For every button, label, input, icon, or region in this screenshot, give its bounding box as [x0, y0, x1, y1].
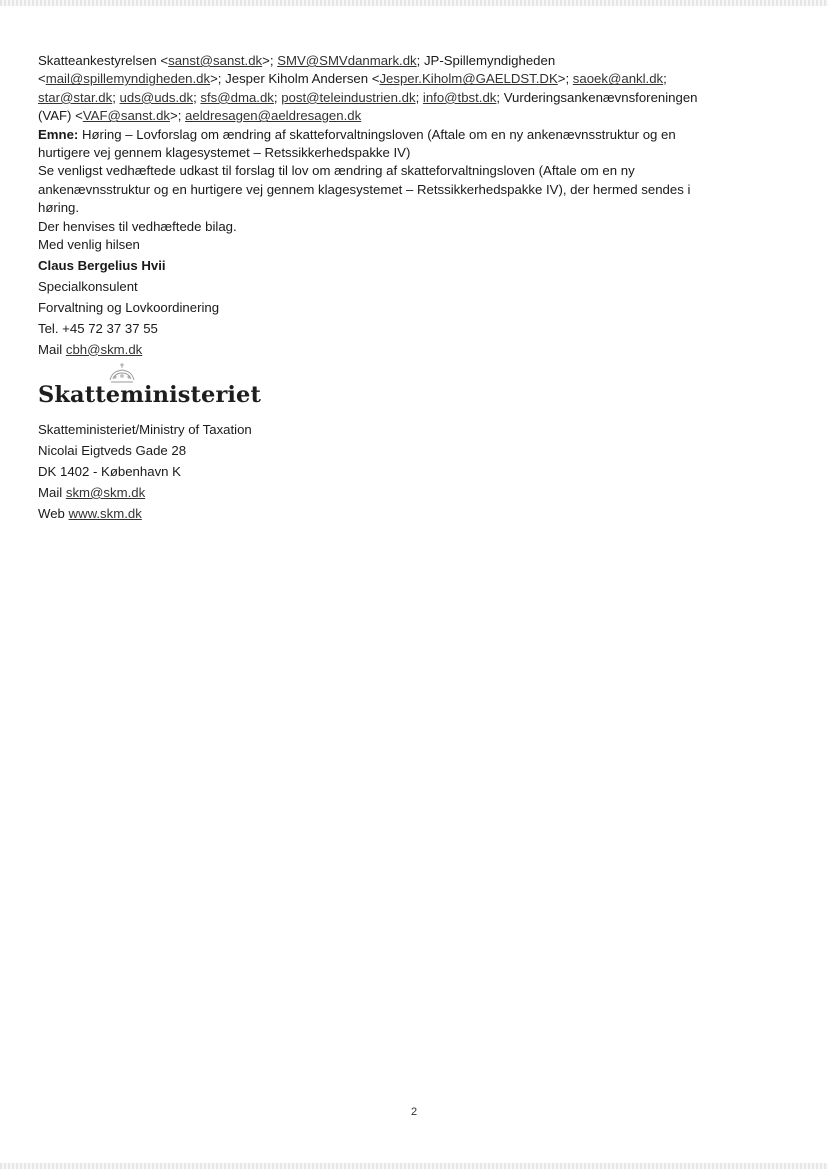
recipient-email-link[interactable]: info@tbst.dk [422, 89, 497, 105]
recipient-text: < [38, 71, 46, 87]
subject-text: hurtigere vej gennem klagesystemet – Retssikkerhedspakke IV) [38, 145, 411, 161]
mail-label: Mail [38, 484, 66, 500]
web-label: Web [38, 505, 69, 521]
body-line: høring. [38, 200, 80, 216]
recipient-text: ; [273, 89, 282, 105]
recipient-text: >; [262, 53, 278, 68]
recipient-text: ; Vurderingsankenævnsforeningen [496, 89, 698, 105]
ministry-mail-link[interactable]: skm@skm.dk [65, 484, 146, 500]
recipient-email-link[interactable]: mail@spillemyndigheden.dk [45, 71, 211, 87]
ministry-web-link[interactable]: www.skm.dk [68, 505, 142, 521]
address-mail-row [38, 483, 758, 504]
recipient-text: ; JP-Spillemyndigheden [416, 53, 556, 68]
ministry-logo [38, 362, 758, 420]
recipient-text: >; [557, 71, 573, 87]
address-street: Nicolai Eigtveds Gade 28 [38, 443, 187, 459]
scan-edge-bottom [0, 1163, 828, 1169]
signature-title: Specialkonsulent [38, 279, 138, 295]
recipient-text: (VAF) < [38, 108, 83, 124]
recipient-email-link[interactable]: SMV@SMVdanmark.dk [277, 53, 417, 68]
recipient-email-link[interactable]: star@star.dk [38, 89, 113, 105]
recipient-email-link[interactable]: sfs@dma.dk [200, 89, 274, 105]
subject-label: Emne: [38, 126, 79, 142]
recipient-email-link[interactable]: uds@uds.dk [119, 89, 194, 105]
recipient-text: ; [193, 89, 201, 105]
email-content [38, 52, 758, 524]
mail-label: Mail [38, 341, 66, 357]
recipient-text: ; [112, 89, 120, 105]
signature-department: Forvaltning og Lovkoordinering [38, 300, 220, 316]
recipients-list [38, 52, 758, 126]
recipient-email-link[interactable]: aeldresagen@aeldresagen.dk [185, 108, 362, 124]
ministry-wordmark: Skatteministeriet [38, 382, 261, 409]
recipient-text: >; [170, 108, 186, 124]
recipient-email-link[interactable]: VAF@sanst.dk [82, 108, 170, 124]
address-city: DK 1402 - København K [38, 464, 181, 480]
recipient-email-link[interactable]: sanst@sanst.dk [168, 53, 263, 68]
recipient-email-link[interactable]: Jesper.Kiholm@GAELDST.DK [379, 71, 558, 87]
message-body [38, 162, 758, 254]
address-web-row [38, 504, 758, 525]
recipient-text: ; [415, 89, 423, 105]
recipient-email-link[interactable]: saoek@ankl.dk [572, 71, 664, 87]
subject-line [38, 126, 758, 163]
address-org: Skatteministeriet/Ministry of Taxation [38, 422, 252, 438]
recipient-text: Skatteankestyrelsen < [38, 53, 169, 68]
body-line: Der henvises til vedhæftede bilag. [38, 218, 237, 234]
body-line: ankenævnsstruktur og en hurtigere vej gennem klagesystemet – Retssikkerhedspakke IV), der hermed sendes i [38, 181, 691, 197]
body-line: Se venligst vedhæftede udkast til forslag til lov om ændring af skatteforvaltningsloven (Aftale om en ny [38, 163, 635, 179]
signature-phone: Tel. +45 72 37 37 55 [38, 320, 158, 336]
scan-edge-top [0, 0, 828, 6]
signature-mail-link[interactable]: cbh@skm.dk [65, 341, 143, 357]
ministry-address [38, 420, 758, 524]
recipient-email-link[interactable]: post@teleindustrien.dk [281, 89, 416, 105]
greeting: Med venlig hilsen [38, 237, 140, 253]
page-number: 2 [410, 1106, 418, 1118]
subject-text: Høring – Lovforslag om ændring af skatteforvaltningsloven (Aftale om en ny ankenævnsstruktur og en [78, 126, 676, 142]
signature-block [38, 256, 758, 360]
recipient-text: ; [663, 71, 667, 87]
recipient-text: >; Jesper Kiholm Andersen < [210, 71, 380, 87]
signature-name: Claus Bergelius Hvii [38, 258, 166, 274]
signature-mail-row [38, 340, 758, 361]
